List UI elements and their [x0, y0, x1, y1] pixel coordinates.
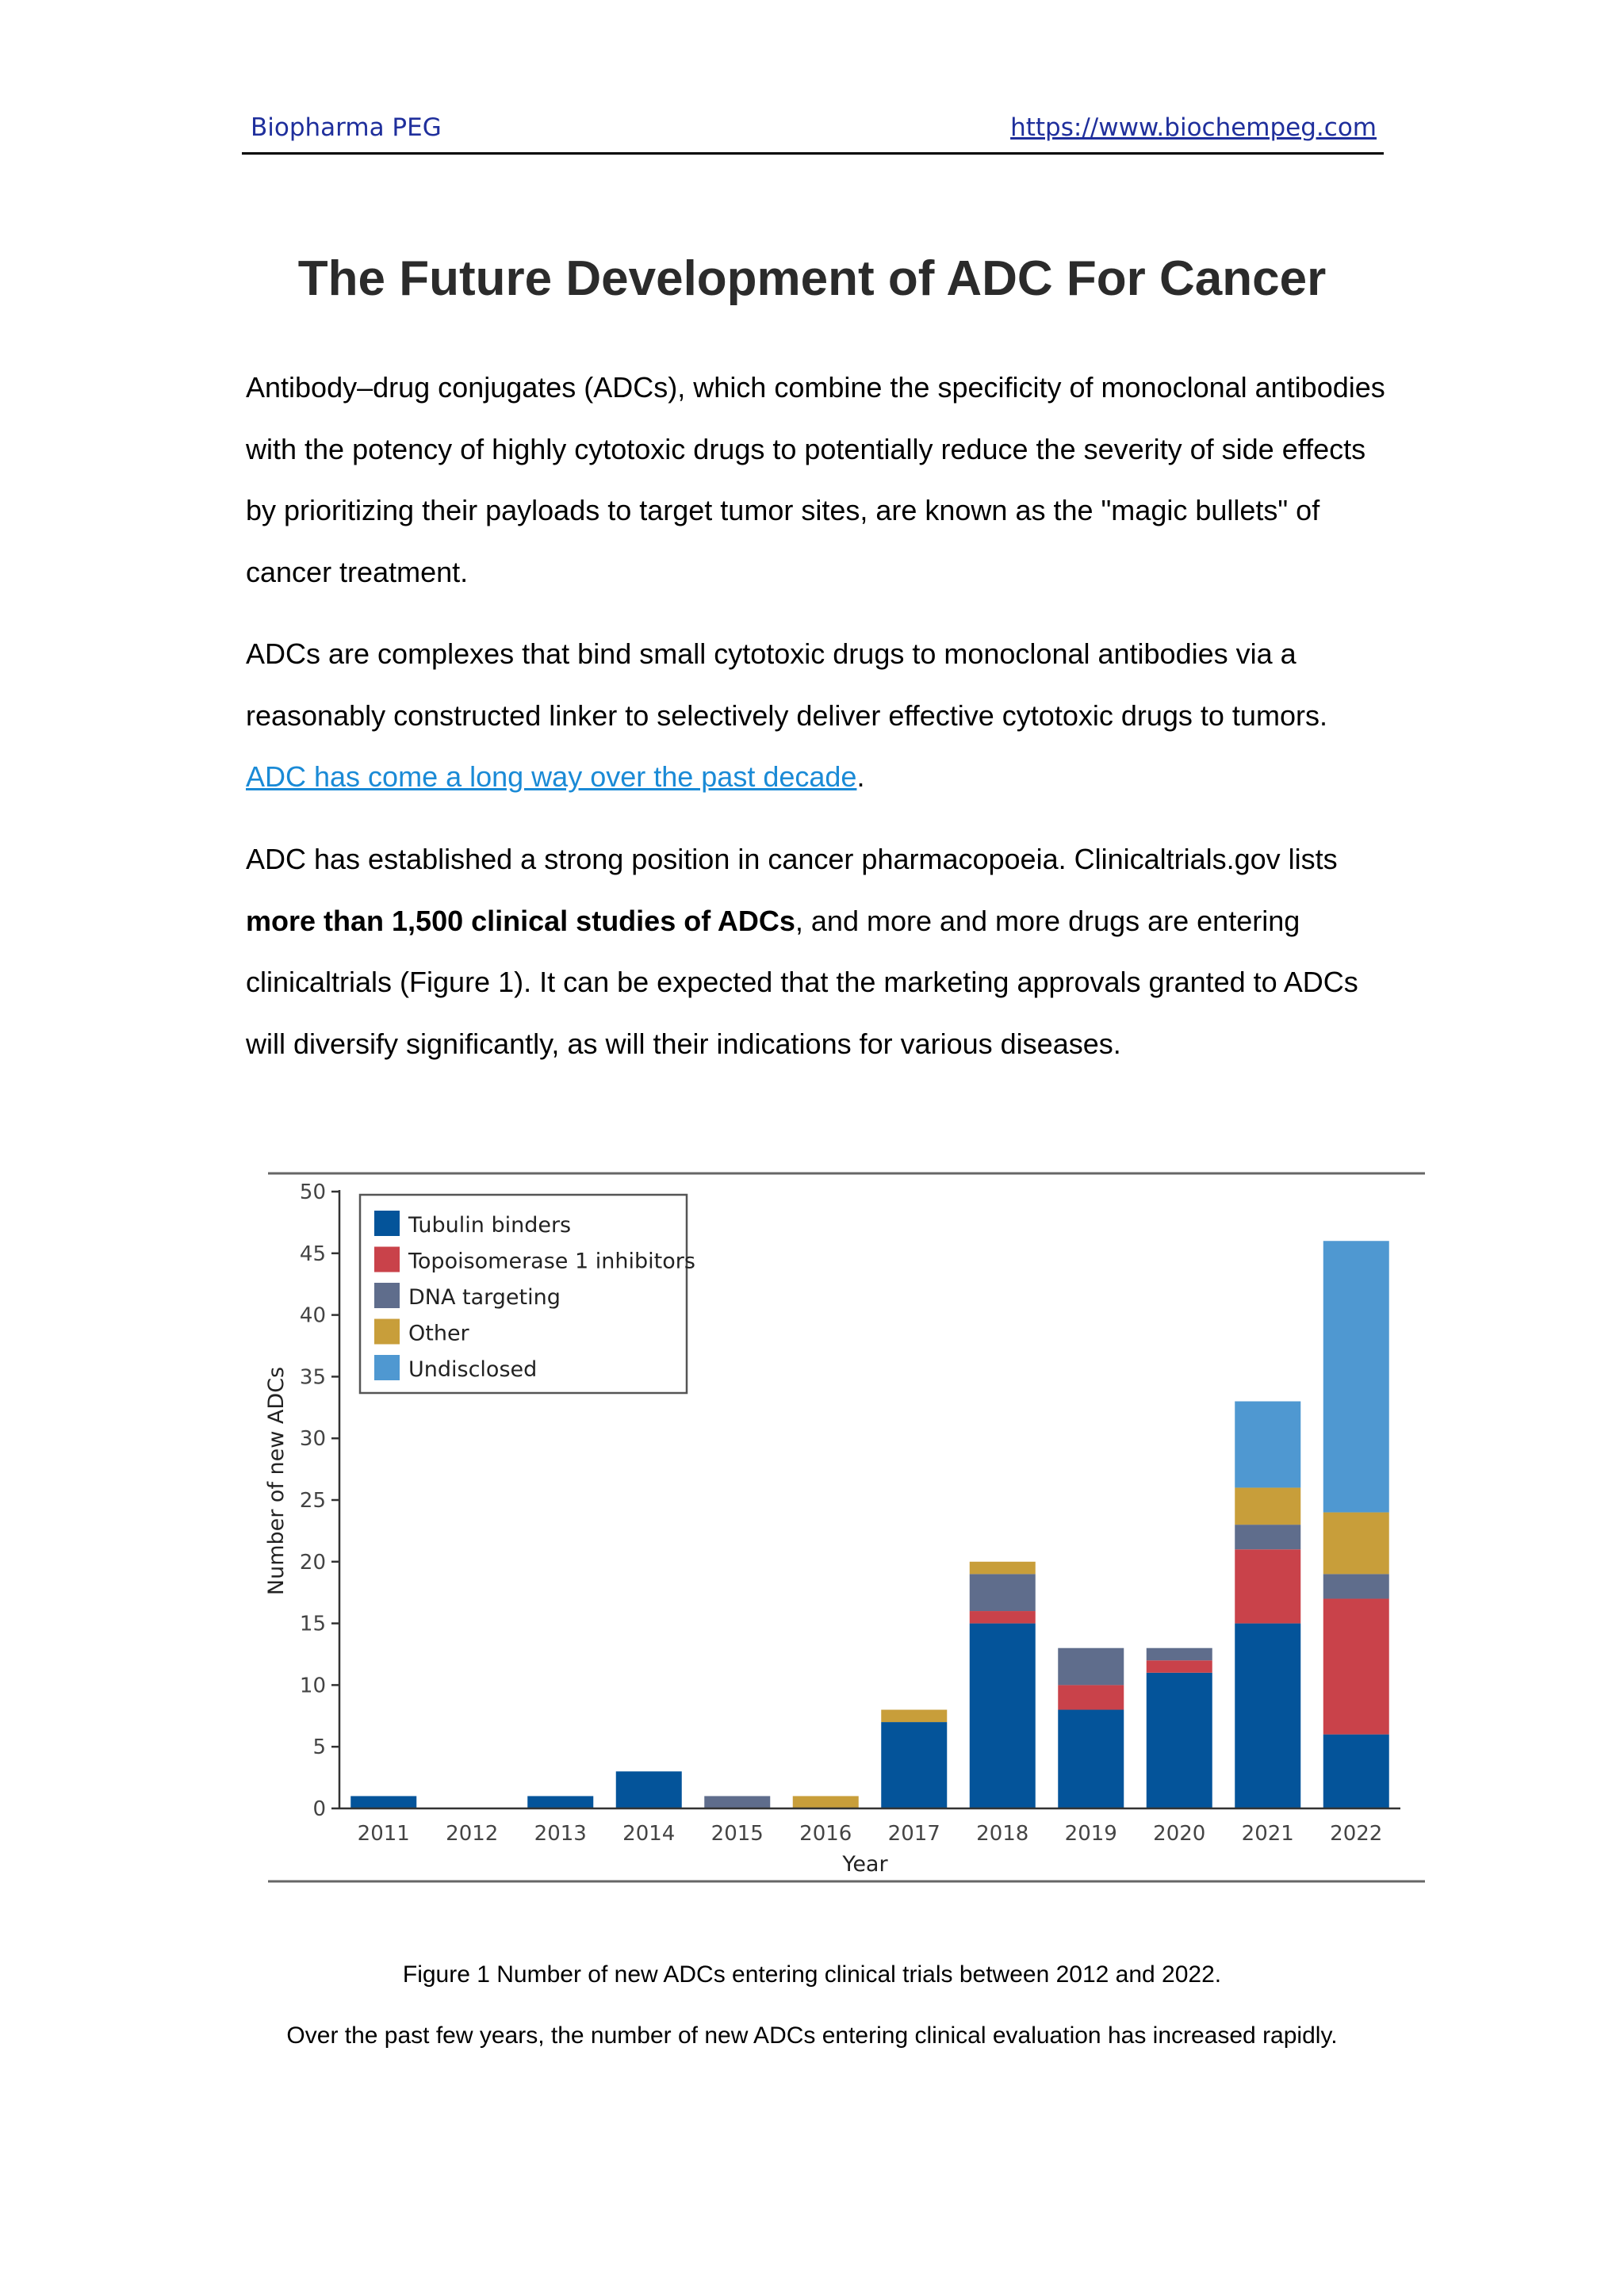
- legend-swatch-0: [374, 1211, 400, 1236]
- x-axis: [339, 1808, 1400, 1846]
- bar-2019-series-0: [1058, 1710, 1124, 1808]
- legend-swatch-2: [374, 1283, 400, 1308]
- bar-2018-series-2: [970, 1574, 1036, 1611]
- y-axis: [300, 1181, 339, 1821]
- x-tick-label: 2022: [1330, 1822, 1383, 1846]
- paragraph-text: ADC has established a strong position in cancer pharmacopoeia. Clinicaltrials.gov lists: [246, 843, 1338, 875]
- bar-2019-series-1: [1058, 1685, 1124, 1709]
- x-tick-label: 2014: [622, 1822, 676, 1846]
- x-tick-label: 2019: [1064, 1822, 1117, 1846]
- legend-label-4: Undisclosed: [408, 1357, 538, 1382]
- bar-2011-series-0: [350, 1796, 416, 1808]
- paragraph-text: .: [856, 760, 865, 793]
- bar-2018-series-1: [970, 1611, 1036, 1624]
- x-tick-label: 2018: [976, 1822, 1029, 1846]
- paragraph-intro: Antibody–drug conjugates (ADCs), which combine the specificity of monoclonal antibodies with the potency of highly cytotoxic drugs to potentially reduce the severity of side effects by prioritizing their payloads to target tumor sites, are known as the "magic bullets" of cancer treatment.: [246, 371, 1385, 588]
- legend-swatch-1: [374, 1247, 400, 1272]
- page-title: The Future Development of ADC For Cancer: [297, 251, 1327, 306]
- paragraph-text: ADCs are complexes that bind small cytotoxic drugs to monoclonal antibodies via a reasonably constructed linker to selectively deliver effective cytotoxic drugs to tumors.: [246, 637, 1327, 732]
- bar-2021-series-4: [1235, 1402, 1300, 1488]
- legend-label-1: Topoisomerase 1 inhibitors: [408, 1249, 695, 1274]
- y-axis-title: Number of new ADCs: [264, 1366, 289, 1596]
- bar-2017-series-0: [881, 1722, 947, 1808]
- y-tick-label: 45: [299, 1242, 326, 1266]
- header-url-link[interactable]: https://www.biochempeg.com: [1010, 113, 1377, 142]
- x-tick-label: 2016: [799, 1822, 852, 1846]
- bar-2022-series-2: [1323, 1574, 1389, 1598]
- legend-label-3: Other: [408, 1321, 469, 1346]
- highlight-text: more than 1,500 clinical studies of ADCs: [246, 904, 795, 937]
- y-tick-label: 40: [299, 1303, 326, 1328]
- bar-2017-series-3: [881, 1710, 947, 1723]
- x-tick-label: 2015: [710, 1822, 764, 1846]
- x-tick-label: 2011: [357, 1822, 410, 1846]
- bar-2020-series-2: [1147, 1648, 1212, 1661]
- y-tick-label: 35: [299, 1365, 326, 1390]
- legend-label-0: Tubulin binders: [408, 1213, 572, 1238]
- x-tick-label: 2012: [446, 1822, 499, 1846]
- y-tick-label: 10: [299, 1674, 326, 1698]
- adc-history-link[interactable]: ADC has come a long way over the past decade: [246, 760, 857, 793]
- bar-2016-series-3: [793, 1796, 859, 1808]
- bar-2021-series-0: [1235, 1624, 1300, 1808]
- bar-2022-series-4: [1323, 1241, 1389, 1512]
- y-tick-label: 25: [299, 1489, 326, 1513]
- x-tick-label: 2017: [887, 1822, 940, 1846]
- bar-2022-series-3: [1323, 1513, 1389, 1575]
- bar-2013-series-0: [527, 1796, 593, 1808]
- x-tick-label: 2013: [534, 1822, 587, 1846]
- bar-2015-series-2: [704, 1796, 770, 1808]
- bar-2021-series-2: [1235, 1525, 1300, 1549]
- figure-caption: Figure 1 Number of new ADCs entering clinical trials between 2012 and 2022.: [402, 1961, 1222, 1988]
- bar-2020-series-1: [1147, 1660, 1212, 1673]
- figure-note: Over the past few years, the number of new ADCs entering clinical evaluation has increased rapidly.: [286, 2022, 1338, 2049]
- x-axis-title: Year: [842, 1852, 888, 1877]
- y-tick-label: 15: [299, 1612, 326, 1636]
- chart-legend: [360, 1195, 695, 1393]
- paragraph-text: , and more and more drugs are entering clinicaltrials (Figure 1). It can be expected that the marketing approvals granted to ADCs will diversify significantly, as will their indications for various diseases.: [246, 904, 1358, 1060]
- legend-label-2: DNA targeting: [408, 1285, 561, 1310]
- y-tick-label: 20: [299, 1550, 326, 1575]
- bar-2022-series-1: [1323, 1598, 1389, 1734]
- y-tick-label: 5: [312, 1735, 326, 1760]
- x-tick-label: 2020: [1153, 1822, 1206, 1846]
- y-tick-label: 0: [312, 1797, 326, 1821]
- bar-2021-series-1: [1235, 1549, 1300, 1623]
- bar-2018-series-3: [970, 1562, 1036, 1575]
- y-tick-label: 30: [299, 1427, 326, 1452]
- x-tick-label: 2021: [1241, 1822, 1294, 1846]
- bar-2014-series-0: [616, 1771, 682, 1808]
- bar-2018-series-0: [970, 1624, 1036, 1808]
- bar-2022-series-0: [1323, 1735, 1389, 1808]
- legend-swatch-3: [374, 1319, 400, 1345]
- y-tick-label: 50: [299, 1181, 326, 1204]
- bar-2020-series-0: [1147, 1673, 1212, 1808]
- header-brand: Biopharma PEG: [251, 113, 442, 142]
- bar-2019-series-2: [1058, 1648, 1124, 1686]
- bar-2021-series-3: [1235, 1487, 1300, 1525]
- legend-swatch-4: [374, 1355, 400, 1380]
